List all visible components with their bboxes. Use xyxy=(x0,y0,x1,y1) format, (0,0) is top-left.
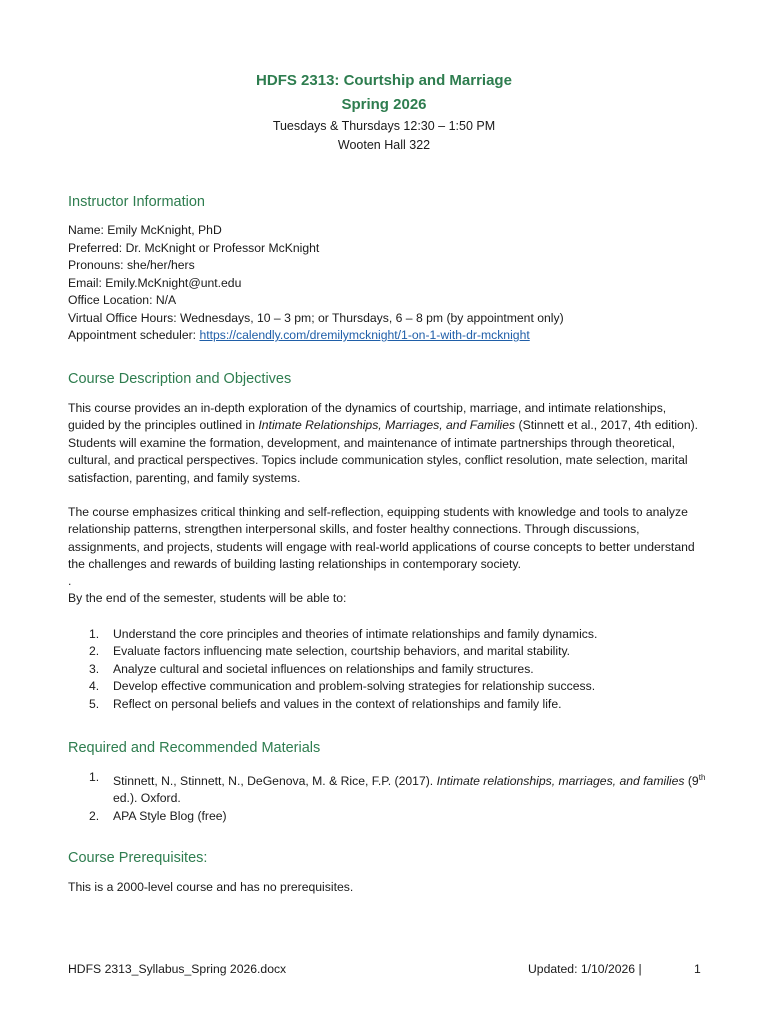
instructor-email: Email: Emily.McKnight@unt.edu xyxy=(68,276,242,290)
instructor-office: Office Location: N/A xyxy=(68,293,177,307)
list-item xyxy=(68,678,708,695)
course-location: Wooten Hall 322 xyxy=(337,138,431,152)
citation-text: ed.). Oxford. xyxy=(113,791,181,806)
textbook-title: Intimate Relationships, Marriages, and Families xyxy=(258,418,516,433)
list-item xyxy=(68,626,708,643)
list-text: Understand the core principles and theories of intimate relationships and family dynamics. xyxy=(113,627,598,641)
description-paragraph-2: The course emphasizes critical thinking and self-reflection, equipping students with knowledge and tools to analyze relationship patterns, strengthen interpersonal skills, and foster healthy connections. Through discussions, assignments, and projects, students will engage with real-world applications of course concepts to better understand the challenges and rewards of building lasting relationships in contemporary society. xyxy=(68,505,695,572)
footer-page-number: 1 xyxy=(694,962,701,976)
citation-title: Intimate relationships, marriages, and families xyxy=(436,774,685,789)
instructor-name: Name: Emily McKnight, PhD xyxy=(68,223,222,237)
list-text: Reflect on personal beliefs and values in the context of relationships and family life. xyxy=(113,696,562,711)
description-paragraph-1 xyxy=(68,400,700,487)
description-text: This course provides an in-depth exploration of the dynamics of courtship, marriage, and intimate relationships, guided by the principles outlined in xyxy=(68,401,667,433)
list-text: Develop effective communication and problem-solving strategies for relationship success. xyxy=(113,679,596,694)
footer-filename: HDFS 2313_Syllabus_Spring 2026.docx xyxy=(68,962,287,976)
objectives-list xyxy=(68,626,708,713)
list-item xyxy=(68,769,708,808)
citation-text: Stinnett, N., Stinnett, N., DeGenova, M. & Rice, F.P. (2017). xyxy=(113,774,437,789)
instructor-pronouns: Pronouns: she/her/hers xyxy=(68,258,195,272)
prereq-heading: Course Prerequisites: xyxy=(68,850,208,866)
citation-text: (9 xyxy=(684,774,699,789)
instructor-heading: Instructor Information xyxy=(68,194,205,210)
description-text: (Stinnett et al., 2017, 4th edition). Students will examine the formation, development, and maintenance of intimate partnerships through theoretical, cultural, and practical perspectives. Topics include communication styles, conflict resolution, mate selection, marital satisfaction, parenting, and family systems. xyxy=(68,418,699,485)
course-schedule: Tuesdays & Thursdays 12:30 – 1:50 PM xyxy=(272,119,496,133)
prereq-text: This is a 2000-level course and has no prerequisites. xyxy=(68,880,354,894)
list-item xyxy=(68,808,708,825)
course-title: HDFS 2313: Courtship and Marriage xyxy=(256,72,512,89)
list-item xyxy=(68,696,708,713)
list-number: 1. xyxy=(89,627,100,641)
list-item xyxy=(68,661,708,678)
course-term: Spring 2026 xyxy=(341,96,427,113)
list-number: 2. xyxy=(89,808,100,823)
list-text: Evaluate factors influencing mate selection, courtship behaviors, and marital stability. xyxy=(113,644,571,659)
stray-dot: . xyxy=(68,574,72,588)
list-number: 3. xyxy=(89,661,100,676)
materials-list xyxy=(68,769,708,825)
description-heading: Course Description and Objectives xyxy=(68,371,292,387)
list-number: 5. xyxy=(89,696,100,711)
list-text: Analyze cultural and societal influences on relationships and family structures. xyxy=(113,661,534,676)
instructor-hours: Virtual Office Hours: Wednesdays, 10 – 3 pm; or Thursdays, 6 – 8 pm (by appointment only) xyxy=(68,311,564,325)
list-number: 2. xyxy=(89,644,100,659)
scheduler-link[interactable]: https://calendly.com/dremilymcknight/1-on-1-with-dr-mcknight xyxy=(199,328,530,342)
objectives-intro: By the end of the semester, students will be able to: xyxy=(68,591,347,605)
list-item xyxy=(68,643,708,660)
appointment-scheduler xyxy=(68,328,530,342)
instructor-preferred: Preferred: Dr. McKnight or Professor McKnight xyxy=(68,241,320,255)
list-number: 4. xyxy=(89,679,100,694)
scheduler-label: Appointment scheduler: xyxy=(68,328,200,342)
materials-heading: Required and Recommended Materials xyxy=(68,740,321,756)
citation-superscript: th xyxy=(698,773,706,782)
list-text: APA Style Blog (free) xyxy=(113,808,227,823)
footer-updated: Updated: 1/10/2026 | xyxy=(528,962,642,976)
list-number: 1. xyxy=(89,770,100,784)
